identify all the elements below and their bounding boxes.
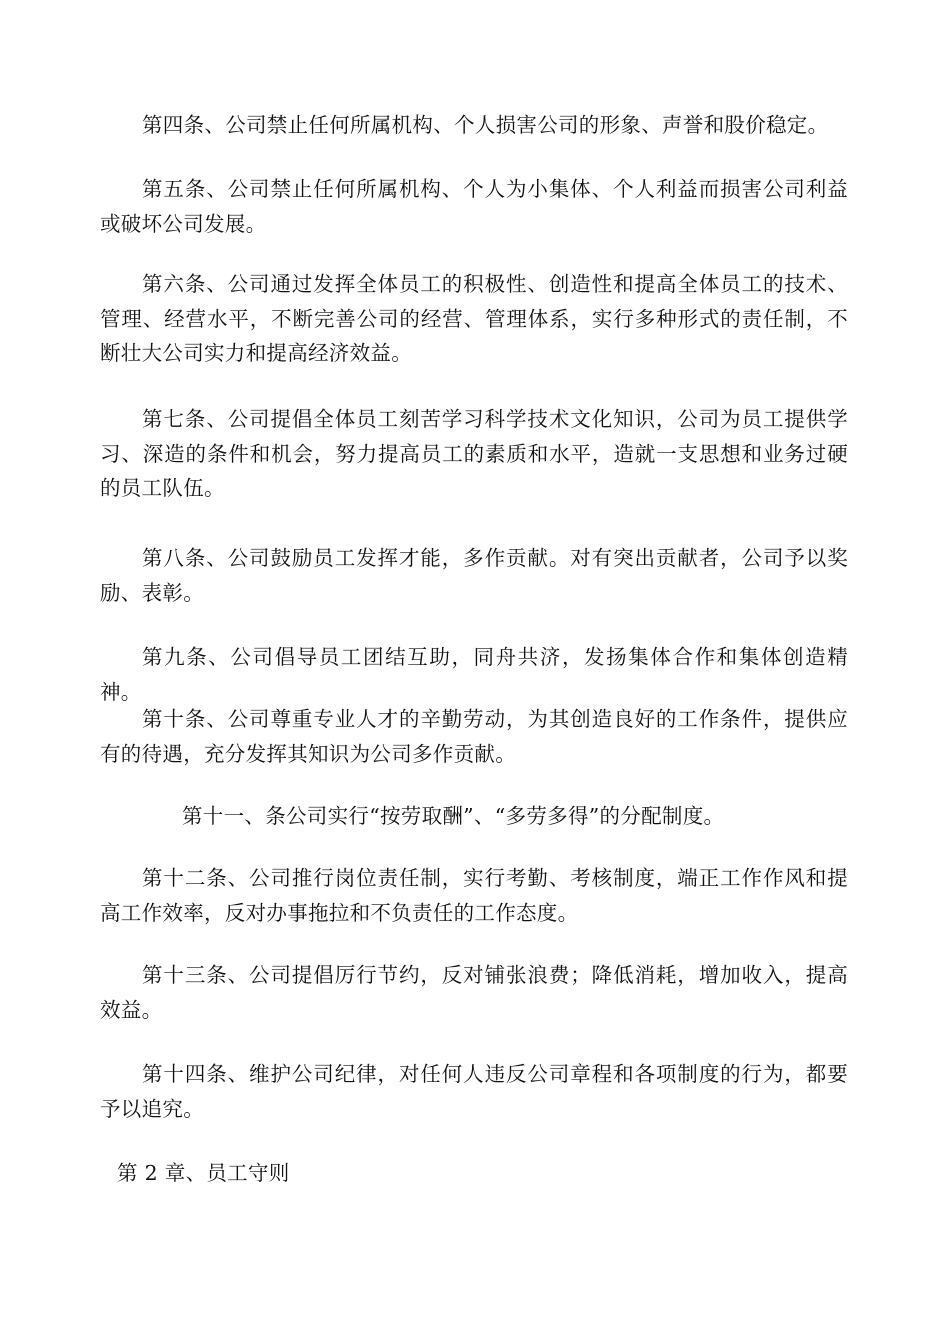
article-13: 第十三条、公司提倡厉行节约，反对铺张浪费；降低消耗，增加收入，提高效益。 bbox=[100, 963, 848, 1022]
chapter-heading: 第 2 章、员工守则 bbox=[117, 1161, 290, 1185]
article-8: 第八条、公司鼓励员工发挥才能，多作贡献。对有突出贡献者，公司予以奖励、表彰。 bbox=[100, 546, 848, 605]
article-14: 第十四条、维护公司纪律，对任何人违反公司章程和各项制度的行为，都要予以追究。 bbox=[100, 1062, 848, 1121]
article-10: 第十条、公司尊重专业人才的辛勤劳动，为其创造良好的工作条件，提供应有的待遇，充分发挥其知识为公司多作贡献。 bbox=[100, 707, 848, 766]
article-11: 第十一、条公司实行“按劳取酬”、“多劳多得”的分配制度。 bbox=[182, 804, 725, 828]
article-6: 第六条、公司通过发挥全体员工的积极性、创造性和提高全体员工的技术、管理、经营水平，不断完善公司的经营、管理体系，实行多种形式的责任制，不断壮大公司实力和提高经济效益。 bbox=[100, 272, 848, 366]
article-7: 第七条、公司提倡全体员工刻苦学习科学技术文化知识，公司为员工提供学习、深造的条件和机会，努力提高员工的素质和水平，造就一支思想和业务过硬的员工队伍。 bbox=[100, 407, 848, 501]
article-9: 第九条、公司倡导员工团结互助，同舟共济，发扬集体合作和集体创造精神。 bbox=[100, 645, 848, 704]
article-12: 第十二条、公司推行岗位责任制，实行考勤、考核制度，端正工作作风和提高工作效率，反对办事拖拉和不负责任的工作态度。 bbox=[100, 866, 848, 925]
article-4: 第四条、公司禁止任何所属机构、个人损害公司的形象、声誉和股价稳定。 bbox=[142, 113, 829, 137]
article-5: 第五条、公司禁止任何所属机构、个人为小集体、个人利益而损害公司利益或破坏公司发展。 bbox=[100, 177, 848, 236]
